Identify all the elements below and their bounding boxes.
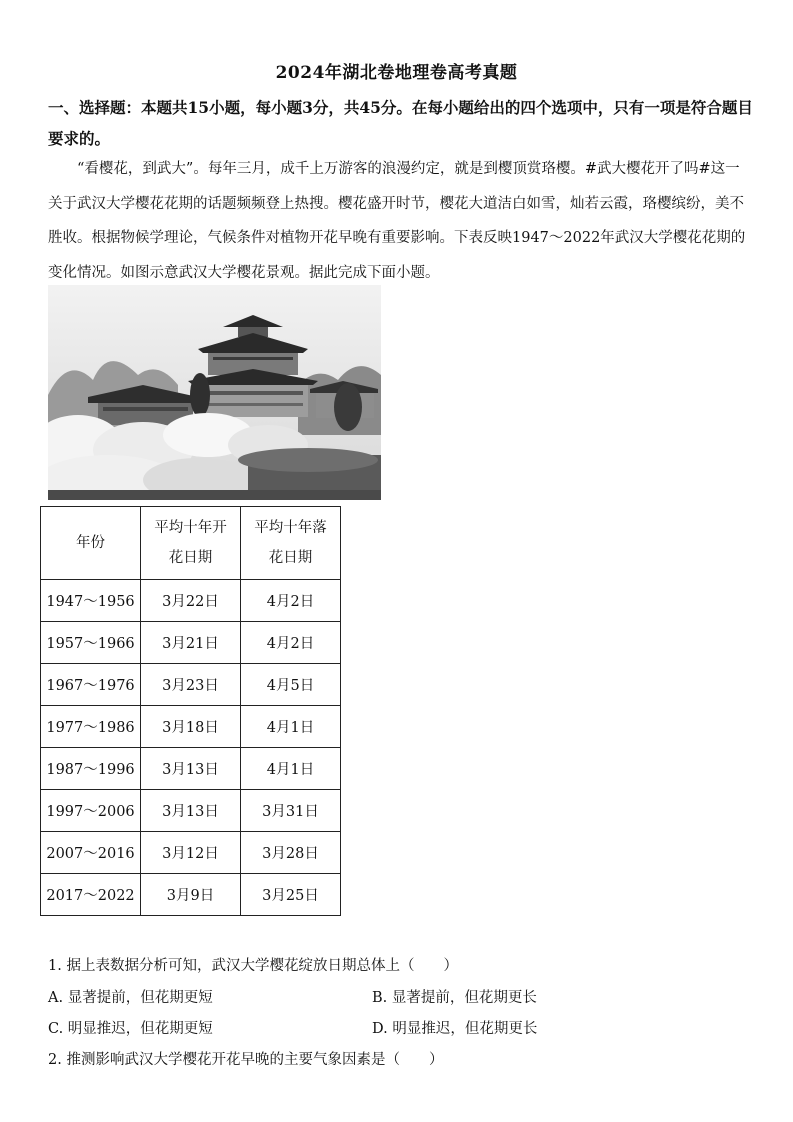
cell-bloom: 3月22日 <box>141 580 241 622</box>
cherry-blossom-photo <box>48 285 381 500</box>
question-1-option-b[interactable]: B. 显著提前，但花期更长 <box>372 990 537 1006</box>
cell-fall: 3月28日 <box>241 832 341 874</box>
cell-fall: 4月1日 <box>241 748 341 790</box>
cell-bloom: 3月18日 <box>141 706 241 748</box>
cell-fall: 3月31日 <box>241 790 341 832</box>
cell-fall: 4月1日 <box>241 706 341 748</box>
question-1-option-d[interactable]: D. 明显推迟，但花期更长 <box>372 1021 538 1037</box>
cell-year: 1977～1986 <box>41 706 141 748</box>
cell-bloom: 3月12日 <box>141 832 241 874</box>
cell-fall: 4月2日 <box>241 580 341 622</box>
header-fall-date <box>241 507 341 580</box>
question-1: 1. 据上表数据分析可知，武汉大学樱花绽放日期总体上（ ） <box>48 958 458 974</box>
cell-fall: 3月25日 <box>241 874 341 916</box>
cell-year: 1987～1996 <box>41 748 141 790</box>
table-row <box>41 706 341 748</box>
cell-bloom: 3月13日 <box>141 790 241 832</box>
table-row <box>41 580 341 622</box>
photo-illustration <box>48 285 381 500</box>
section-heading: 一、选择题：本题共15小题，每小题3分，共45分。在每小题给出的四个选项中，只有一项是符合题目要求的。 <box>48 98 753 148</box>
page-title: 2024年湖北卷地理卷高考真题 <box>275 63 518 83</box>
table-row <box>41 874 341 916</box>
cell-fall: 4月5日 <box>241 664 341 706</box>
table-row <box>41 664 341 706</box>
question-1-option-c[interactable]: C. 明显推迟，但花期更短 <box>48 1021 213 1037</box>
table-row <box>41 748 341 790</box>
intro-paragraph: “看樱花，到武大”。每年三月，成千上万游客的浪漫约定，就是到樱顶赏珞樱。#武大樱花开了吗#这一关于武汉大学樱花花期的话题频频登上热搜。樱花盛开时节，樱花大道洁白如雪，灿若云霞，珞樱缤纷，美不胜收。根据物候学理论，气候条件对植物开花早晚有重要影响。下表反映1947～2022年武汉大学樱花花期的变化情况。如图示意武汉大学樱花景观。据此完成下面小题。 <box>48 161 746 281</box>
header-bloom-date-text: 平均十年开花日期 <box>154 520 227 566</box>
header-year: 年份 <box>41 507 141 580</box>
cell-year: 2017～2022 <box>41 874 141 916</box>
cell-bloom: 3月9日 <box>141 874 241 916</box>
cell-year: 1947～1956 <box>41 580 141 622</box>
cell-year: 1957～1966 <box>41 622 141 664</box>
cell-fall: 4月2日 <box>241 622 341 664</box>
header-bloom-date <box>141 507 241 580</box>
cell-year: 2007～2016 <box>41 832 141 874</box>
header-fall-date-text: 平均十年落花日期 <box>254 520 327 566</box>
table-header-row <box>41 507 341 580</box>
question-2: 2. 推测影响武汉大学樱花开花早晚的主要气象因素是（ ） <box>48 1052 444 1068</box>
cell-year: 1967～1976 <box>41 664 141 706</box>
cell-year: 1997～2006 <box>41 790 141 832</box>
cell-bloom: 3月21日 <box>141 622 241 664</box>
table-row <box>41 622 341 664</box>
table-row <box>41 790 341 832</box>
question-1-option-a[interactable]: A. 显著提前，但花期更短 <box>48 990 213 1006</box>
table-row <box>41 832 341 874</box>
blossom-data-table <box>40 506 341 916</box>
cell-bloom: 3月23日 <box>141 664 241 706</box>
cell-bloom: 3月13日 <box>141 748 241 790</box>
